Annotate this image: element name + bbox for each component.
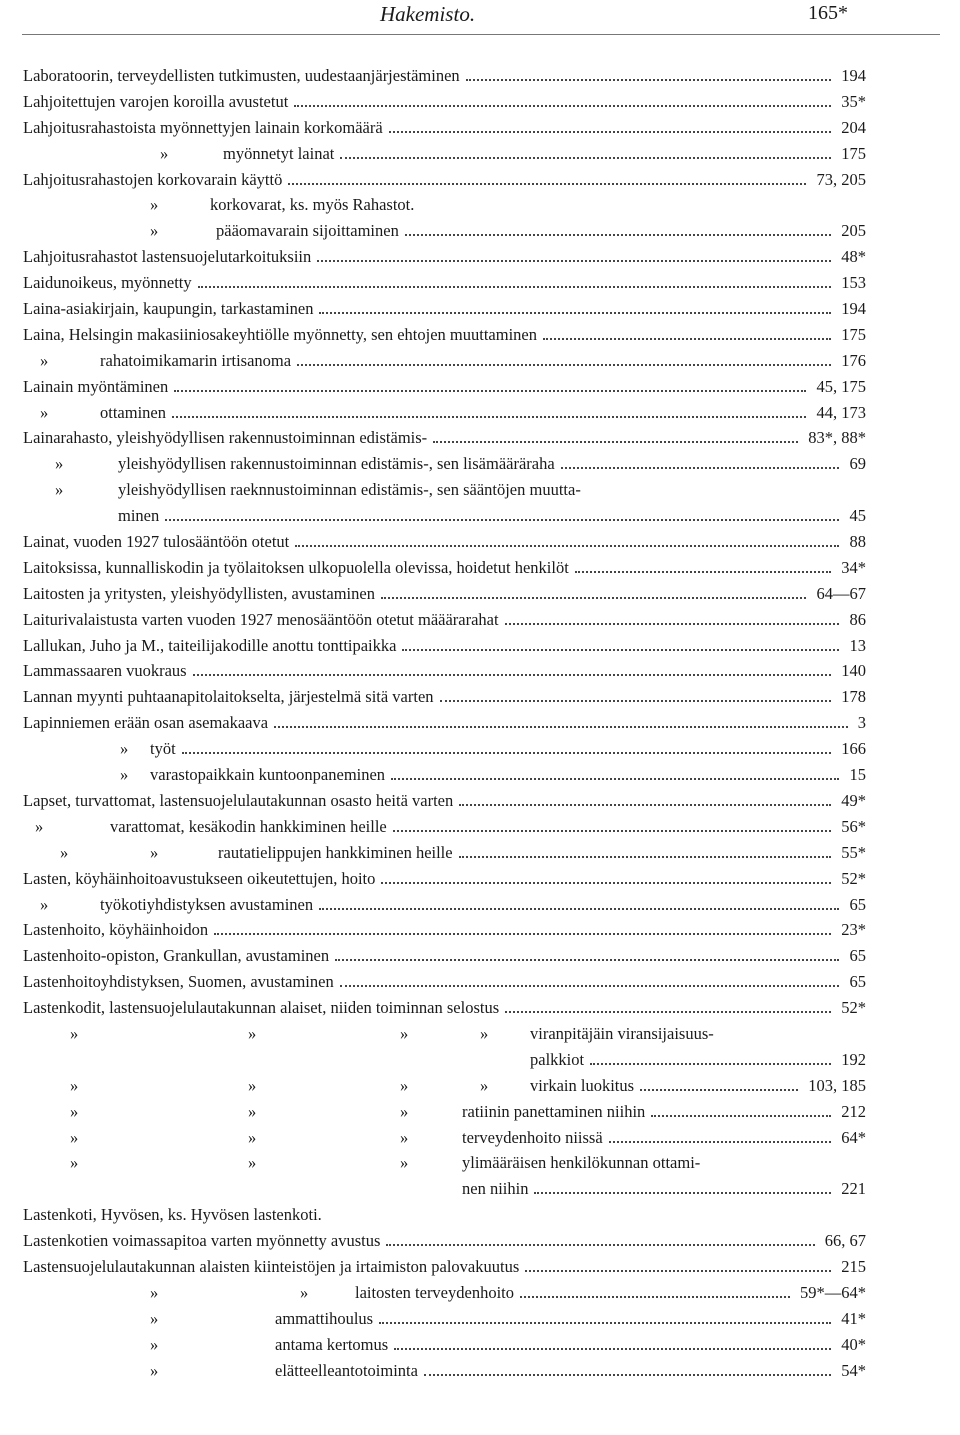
- header-rule: [22, 34, 940, 35]
- index-entry: [0, 995, 960, 1021]
- entry-text: Laitoksissa, kunnalliskodin ja työlaitoksen ulkopuolella olevissa, hoidetut henkilöt: [23, 557, 569, 577]
- index-entry: [0, 1254, 960, 1280]
- page-header: [0, 2, 960, 30]
- ditto-mark: »: [55, 480, 64, 500]
- ditto-mark: »: [150, 1334, 159, 1354]
- index-entry: [0, 1150, 960, 1176]
- dot-leader: [394, 1348, 831, 1350]
- page-reference: 66, 67: [824, 1231, 866, 1251]
- page-number: 165*: [808, 2, 848, 24]
- page-reference: 45: [849, 506, 866, 526]
- entry-text: Lahjoitusrahastot lastensuojelutarkoituksiin: [23, 247, 312, 267]
- page-reference: 64—67: [816, 583, 866, 603]
- entry-text: Lahjoitusrahastoista myönnettyjen lainain korkomäärä: [23, 117, 383, 137]
- ditto-mark: »: [150, 1360, 159, 1380]
- index-entry: [0, 633, 960, 659]
- dot-leader: [433, 441, 798, 443]
- ditto-mark: »: [400, 1153, 409, 1173]
- dot-leader: [335, 959, 839, 961]
- entry-text: rahatoimikamarin irtisanoma: [100, 350, 292, 370]
- dot-leader: [534, 1192, 831, 1194]
- page-reference: 153: [841, 273, 866, 293]
- page-reference: 64*: [841, 1127, 866, 1147]
- index-entry: [0, 244, 960, 270]
- index-entry: [0, 115, 960, 141]
- page-reference: 52*: [841, 998, 866, 1018]
- entry-text: laitosten terveydenhoito: [355, 1282, 514, 1302]
- dot-leader: [590, 1063, 831, 1065]
- entry-text: yleishyödyllisen raeknnustoiminnan edistämis-, sen sääntöjen muutta-: [118, 480, 581, 500]
- page-reference: 176: [841, 350, 866, 370]
- dot-leader: [466, 79, 832, 81]
- index-entry: [0, 374, 960, 400]
- page-reference: 59*—64*: [800, 1282, 866, 1302]
- page-reference: 221: [841, 1179, 866, 1199]
- ditto-mark: »: [70, 1153, 79, 1173]
- dot-leader: [440, 700, 832, 702]
- entry-text: Laiturivalaistusta varten vuoden 1927 menosääntöön otetut määärarahat: [23, 609, 499, 629]
- entry-text: Lainat, vuoden 1927 tulosääntöön otetut: [23, 532, 290, 552]
- index-entry: [0, 503, 960, 529]
- page-reference: 40*: [841, 1334, 866, 1354]
- entry-text: Lastenhoito, köyhäinhoidon: [23, 920, 209, 940]
- index-entry: [0, 451, 960, 477]
- dot-leader: [575, 571, 831, 573]
- dot-leader: [172, 416, 807, 418]
- dot-leader: [165, 519, 839, 521]
- dot-leader: [520, 1296, 790, 1298]
- entry-text: viranpitäjäin viransijaisuus-: [530, 1023, 714, 1043]
- dot-leader: [543, 338, 831, 340]
- index-entries: [0, 63, 960, 1383]
- ditto-mark: »: [150, 195, 159, 215]
- index-entry: [0, 322, 960, 348]
- ditto-mark: »: [400, 1101, 409, 1121]
- dot-leader: [340, 157, 831, 159]
- ditto-mark: »: [248, 1023, 257, 1043]
- page-reference: 65: [849, 894, 866, 914]
- entry-text: Lapset, turvattomat, lastensuojelulautakunnan osasto heitä varten: [23, 790, 454, 810]
- page-reference: 35*: [841, 91, 866, 111]
- dot-leader: [198, 286, 832, 288]
- entry-text: Laitosten ja yritysten, yleishyödyllisten, avustaminen: [23, 583, 375, 603]
- page-reference: 166: [841, 739, 866, 759]
- entry-text: Lahjoitusrahastojen korkovarain käyttö: [23, 169, 283, 189]
- entry-text: ylimääräisen henkilökunnan ottami-: [462, 1153, 701, 1173]
- ditto-mark: »: [480, 1075, 489, 1095]
- ditto-mark: »: [120, 739, 129, 759]
- dot-leader: [405, 234, 831, 236]
- entry-text: myönnetyt lainat: [223, 143, 335, 163]
- dot-leader: [193, 674, 832, 676]
- dot-leader: [424, 1374, 831, 1376]
- ditto-mark: »: [300, 1282, 309, 1302]
- dot-leader: [386, 1244, 814, 1246]
- index-entry: [0, 1125, 960, 1151]
- entry-text: Lastenkodit, lastensuojelulautakunnan alaiset, niiden toiminnan selostus: [23, 998, 500, 1018]
- page-reference: 73, 205: [816, 169, 866, 189]
- ditto-mark: »: [400, 1023, 409, 1043]
- entry-text: Laboratoorin, terveydellisten tutkimusten, uudestaanjärjestäminen: [23, 66, 460, 85]
- page-reference: 41*: [841, 1308, 866, 1328]
- page-reference: 52*: [841, 868, 866, 888]
- entry-text: työt: [150, 739, 176, 759]
- ditto-mark: »: [35, 816, 44, 836]
- dot-leader: [459, 856, 832, 858]
- index-entry: [0, 788, 960, 814]
- index-entry: [0, 555, 960, 581]
- page-reference: 3: [857, 713, 866, 733]
- dot-leader: [317, 260, 831, 262]
- page-reference: 86: [849, 609, 866, 629]
- entry-text: Laina, Helsingin makasiiniosakeyhtiölle myönnetty, sen ehtojen muuttaminen: [23, 324, 537, 344]
- dot-leader: [391, 778, 839, 780]
- index-entry: [0, 917, 960, 943]
- page-reference: 48*: [841, 247, 866, 267]
- entry-text: pääomavarain sijoittaminen: [216, 221, 399, 241]
- index-entry: [0, 1228, 960, 1254]
- entry-text: Lastensuojelulautakunnan alaisten kiinteistöjen ja irtaimiston palovakuutus: [23, 1256, 520, 1276]
- dot-leader: [389, 131, 832, 133]
- page-reference: 49*: [841, 790, 866, 810]
- entry-text: Lahjoitettujen varojen koroilla avustetut: [23, 91, 289, 111]
- page-reference: 69: [849, 454, 866, 474]
- page-reference: 56*: [841, 816, 866, 836]
- page-reference: 215: [841, 1256, 866, 1276]
- index-entry: [0, 89, 960, 115]
- page-reference: 65: [849, 972, 866, 992]
- dot-leader: [340, 985, 840, 987]
- dot-leader: [561, 467, 840, 469]
- page-reference: 45, 175: [816, 376, 866, 396]
- dot-leader: [294, 105, 831, 107]
- page-reference: 178: [841, 687, 866, 707]
- index-entry: [0, 1047, 960, 1073]
- index-entry: [0, 762, 960, 788]
- dot-leader: [393, 830, 831, 832]
- ditto-mark: »: [70, 1023, 79, 1043]
- index-entry: [0, 529, 960, 555]
- index-entry: [0, 270, 960, 296]
- index-entry: [0, 840, 960, 866]
- ditto-mark: »: [70, 1075, 79, 1095]
- ditto-mark: »: [248, 1127, 257, 1147]
- dot-leader: [609, 1141, 832, 1143]
- entry-text: antama kertomus: [275, 1334, 389, 1354]
- entry-text: työkotiyhdistyksen avustaminen: [100, 894, 314, 914]
- index-entry: [0, 866, 960, 892]
- dot-leader: [640, 1089, 798, 1091]
- page-reference: 192: [841, 1049, 866, 1069]
- dot-leader: [319, 908, 839, 910]
- entry-text: ammattihoulus: [275, 1308, 374, 1328]
- page-reference: 65: [849, 946, 866, 966]
- page-reference: 34*: [841, 557, 866, 577]
- dot-leader: [505, 1011, 831, 1013]
- dot-leader: [402, 649, 839, 651]
- entry-text: korkovarat, ks. myös Rahastot.: [210, 195, 415, 215]
- ditto-mark: »: [248, 1153, 257, 1173]
- entry-text: Lastenhoitoyhdistyksen, Suomen, avustaminen: [23, 972, 334, 992]
- entry-text: varattomat, kesäkodin hankkiminen heille: [110, 816, 387, 836]
- ditto-mark: »: [400, 1075, 409, 1095]
- index-entry: [0, 477, 960, 503]
- index-entry: [0, 943, 960, 969]
- page-reference: 83*, 88*: [808, 428, 866, 448]
- dot-leader: [295, 545, 839, 547]
- index-entry: [0, 141, 960, 167]
- ditto-mark: »: [248, 1075, 257, 1095]
- ditto-mark: »: [150, 842, 159, 862]
- entry-text: Lainain myöntäminen: [23, 376, 169, 396]
- ditto-mark: »: [70, 1101, 79, 1121]
- entry-text: Lapinniemen erään osan asemakaava: [23, 713, 269, 733]
- index-entry: [0, 892, 960, 918]
- index-entry: [0, 969, 960, 995]
- entry-text: rautatielippujen hankkiminen heille: [218, 842, 453, 862]
- page-reference: 175: [841, 324, 866, 344]
- ditto-mark: »: [248, 1101, 257, 1121]
- index-entry: [0, 1021, 960, 1047]
- index-entry: [0, 710, 960, 736]
- ditto-mark: »: [60, 842, 69, 862]
- entry-text: nen niihin: [462, 1179, 529, 1199]
- entry-text: terveydenhoito niissä: [462, 1127, 603, 1147]
- page-reference: 55*: [841, 842, 866, 862]
- page-reference: 175: [841, 143, 866, 163]
- dot-leader: [381, 597, 807, 599]
- entry-text: minen: [118, 506, 160, 526]
- page-reference: 103, 185: [808, 1075, 866, 1095]
- dot-leader: [182, 752, 832, 754]
- index-entry: [0, 684, 960, 710]
- ditto-mark: »: [40, 894, 49, 914]
- index-entry: [0, 348, 960, 374]
- dot-leader: [525, 1270, 831, 1272]
- page-reference: 54*: [841, 1360, 866, 1380]
- running-title: Hakemisto.: [380, 2, 476, 26]
- dot-leader: [459, 804, 831, 806]
- ditto-mark: »: [400, 1127, 409, 1147]
- page-reference: 44, 173: [816, 402, 866, 422]
- ditto-mark: »: [120, 765, 129, 785]
- page-reference: 15: [849, 765, 866, 785]
- entry-text: varastopaikkain kuntoonpaneminen: [150, 765, 386, 785]
- index-entry: [0, 1280, 960, 1306]
- entry-text: Lannan myynti puhtaanapitolaitokselta, järjestelmä sitä varten: [23, 687, 434, 707]
- index-entry: [0, 167, 960, 193]
- entry-text: Lastenkoti, Hyvösen, ks. Hyvösen lastenkoti.: [23, 1205, 322, 1225]
- dot-leader: [319, 312, 831, 314]
- page-reference: 88: [849, 532, 866, 552]
- index-entry: [0, 1306, 960, 1332]
- ditto-mark: »: [150, 221, 159, 241]
- index-entry: [0, 1073, 960, 1099]
- index-entry: [0, 1176, 960, 1202]
- index-entry: [0, 400, 960, 426]
- entry-text: Lallukan, Juho ja M., taiteilijakodille anottu tonttipaikka: [23, 635, 397, 655]
- index-entry: [0, 296, 960, 322]
- dot-leader: [174, 390, 806, 392]
- index-entry: [0, 192, 960, 218]
- page-reference: 140: [841, 661, 866, 681]
- dot-leader: [651, 1115, 831, 1117]
- entry-text: Lainarahasto, yleishyödyllisen rakennustoiminnan edistämis-: [23, 428, 428, 448]
- page-reference: 204: [841, 117, 866, 137]
- entry-text: Laidunoikeus, myönnetty: [23, 273, 192, 293]
- index-entry: [0, 218, 960, 244]
- page-reference: 205: [841, 221, 866, 241]
- dot-leader: [288, 183, 806, 185]
- dot-leader: [214, 933, 831, 935]
- ditto-mark: »: [160, 143, 169, 163]
- page-reference: 23*: [841, 920, 866, 940]
- index-entry: [0, 581, 960, 607]
- page-reference: 13: [849, 635, 866, 655]
- index-entry: [0, 658, 960, 684]
- ditto-mark: »: [150, 1308, 159, 1328]
- index-entry: [0, 607, 960, 633]
- dot-leader: [381, 882, 831, 884]
- entry-text: ottaminen: [100, 402, 166, 422]
- ditto-mark: »: [70, 1127, 79, 1147]
- index-entry: [0, 425, 960, 451]
- entry-text: Lastenkotien voimassapitoa varten myönnetty avustus: [23, 1231, 381, 1251]
- entry-text: Laina-asiakirjain, kaupungin, tarkastaminen: [23, 299, 314, 319]
- entry-text: ratiinin panettaminen niihin: [462, 1101, 646, 1121]
- index-entry: [0, 1332, 960, 1358]
- index-entry: [0, 1099, 960, 1125]
- dot-leader: [297, 364, 831, 366]
- dot-leader: [274, 726, 848, 728]
- entry-text: palkkiot: [530, 1049, 585, 1069]
- dot-leader: [505, 623, 840, 625]
- page-reference: 194: [841, 66, 866, 85]
- entry-text: elätteelleantotoiminta: [275, 1360, 418, 1380]
- index-entry: [0, 1202, 960, 1228]
- entry-text: Lasten, köyhäinhoitoavustukseen oikeutettujen, hoito: [23, 868, 376, 888]
- index-entry: [0, 736, 960, 762]
- ditto-mark: »: [40, 402, 49, 422]
- index-entry: [0, 63, 960, 89]
- ditto-mark: »: [40, 350, 49, 370]
- entry-text: Lastenhoito-opiston, Grankullan, avustaminen: [23, 946, 330, 966]
- index-entry: [0, 1358, 960, 1384]
- page-reference: 212: [841, 1101, 866, 1121]
- ditto-mark: »: [55, 454, 64, 474]
- index-entry: [0, 814, 960, 840]
- ditto-mark: »: [150, 1282, 159, 1302]
- ditto-mark: »: [480, 1023, 489, 1043]
- entry-text: yleishyödyllisen rakennustoiminnan edistämis-, sen lisämääräraha: [118, 454, 555, 474]
- entry-text: virkain luokitus: [530, 1075, 635, 1095]
- page-reference: 194: [841, 299, 866, 319]
- dot-leader: [379, 1322, 831, 1324]
- entry-text: Lammassaaren vuokraus: [23, 661, 187, 681]
